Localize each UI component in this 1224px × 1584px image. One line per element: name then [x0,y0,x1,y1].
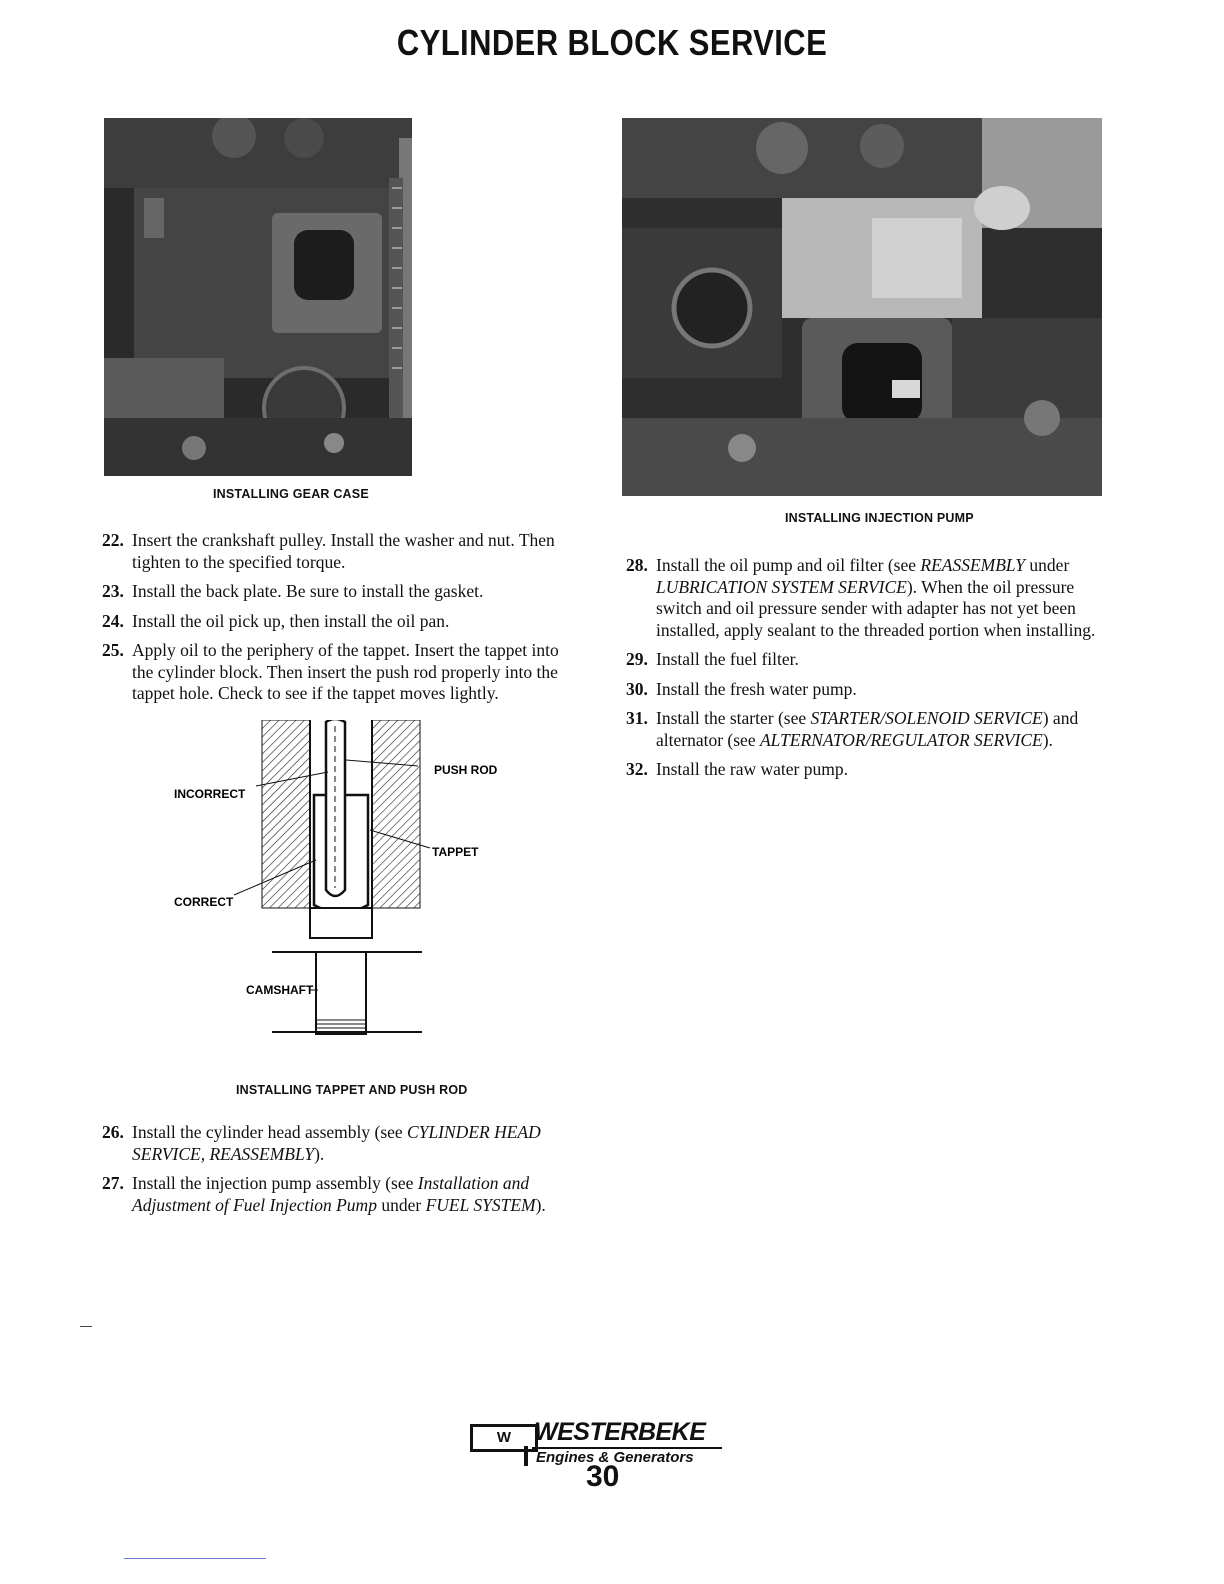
list-item: 27. Install the injection pump assembly (see Installation and Adjustment of Fuel Injection Pump under FUEL SYSTEM). [102,1173,546,1215]
list-item: 25. Apply oil to the periphery of the tappet. Insert the tappet into the cylinder block. Then insert the push rod properly into the tappet hole. Check to see if the tappet moves lightly. [102,640,559,703]
right-steps [626,555,1106,789]
tappet-caption: INSTALLING TAPPET AND PUSH ROD [236,1083,468,1097]
gear-case-caption: INSTALLING GEAR CASE [213,487,369,501]
correct-label: CORRECT [174,895,234,909]
camshaft-label: CAMSHAFT [246,983,314,997]
left-steps-lower [102,1122,580,1224]
list-item: 29. Install the fuel filter. [626,649,799,669]
gear-case-photo [104,118,412,476]
list-item: 31. Install the starter (see STARTER/SOLENOID SERVICE) and alternator (see ALTERNATOR/REGULATOR SERVICE). [626,708,1079,750]
injection-pump-photo [622,118,1102,496]
tappet-diagram [160,720,520,1050]
injection-pump-caption: INSTALLING INJECTION PUMP [785,511,974,525]
list-item: 23. Install the back plate. Be sure to install the gasket. [102,581,484,601]
incorrect-label: INCORRECT [174,787,246,801]
block-wall-right [372,720,420,908]
logo-tick [524,1446,528,1466]
list-item: 32. Install the raw water pump. [626,759,848,779]
tappet-label: TAPPET [432,845,479,859]
list-item: 24. Install the oil pick up, then install the oil pan. [102,610,450,631]
logo-mark: W [470,1424,538,1452]
footer-rule [124,1558,266,1559]
logo-brand: WESTERBEKE [534,1418,706,1446]
logo-tagline: Engines & Generators [536,1449,694,1466]
list-item: 22. Insert the crankshaft pulley. Install the washer and nut. Then tighten to the specified torque. [102,530,555,572]
list-item: 30. Install the fresh water pump. [626,678,857,699]
list-item: 26. Install the cylinder head assembly (see CYLINDER HEAD SERVICE, REASSEMBLY). [102,1122,541,1164]
page-number: 30 [586,1460,620,1493]
margin-mark [80,1326,92,1327]
camshaft-shape [316,952,366,1034]
push-rod-label: PUSH ROD [434,763,498,777]
left-steps-upper [102,530,580,713]
list-item: 28. Install the oil pump and oil filter (see REASSEMBLY under LUBRICATION SYSTEM SERVICE). When the oil pressure switch and oil pressure sender with adapter has not yet been installed, apply sealant to the threaded portion when installing. [626,555,1096,640]
page-title: CYLINDER BLOCK SERVICE [396,22,828,63]
